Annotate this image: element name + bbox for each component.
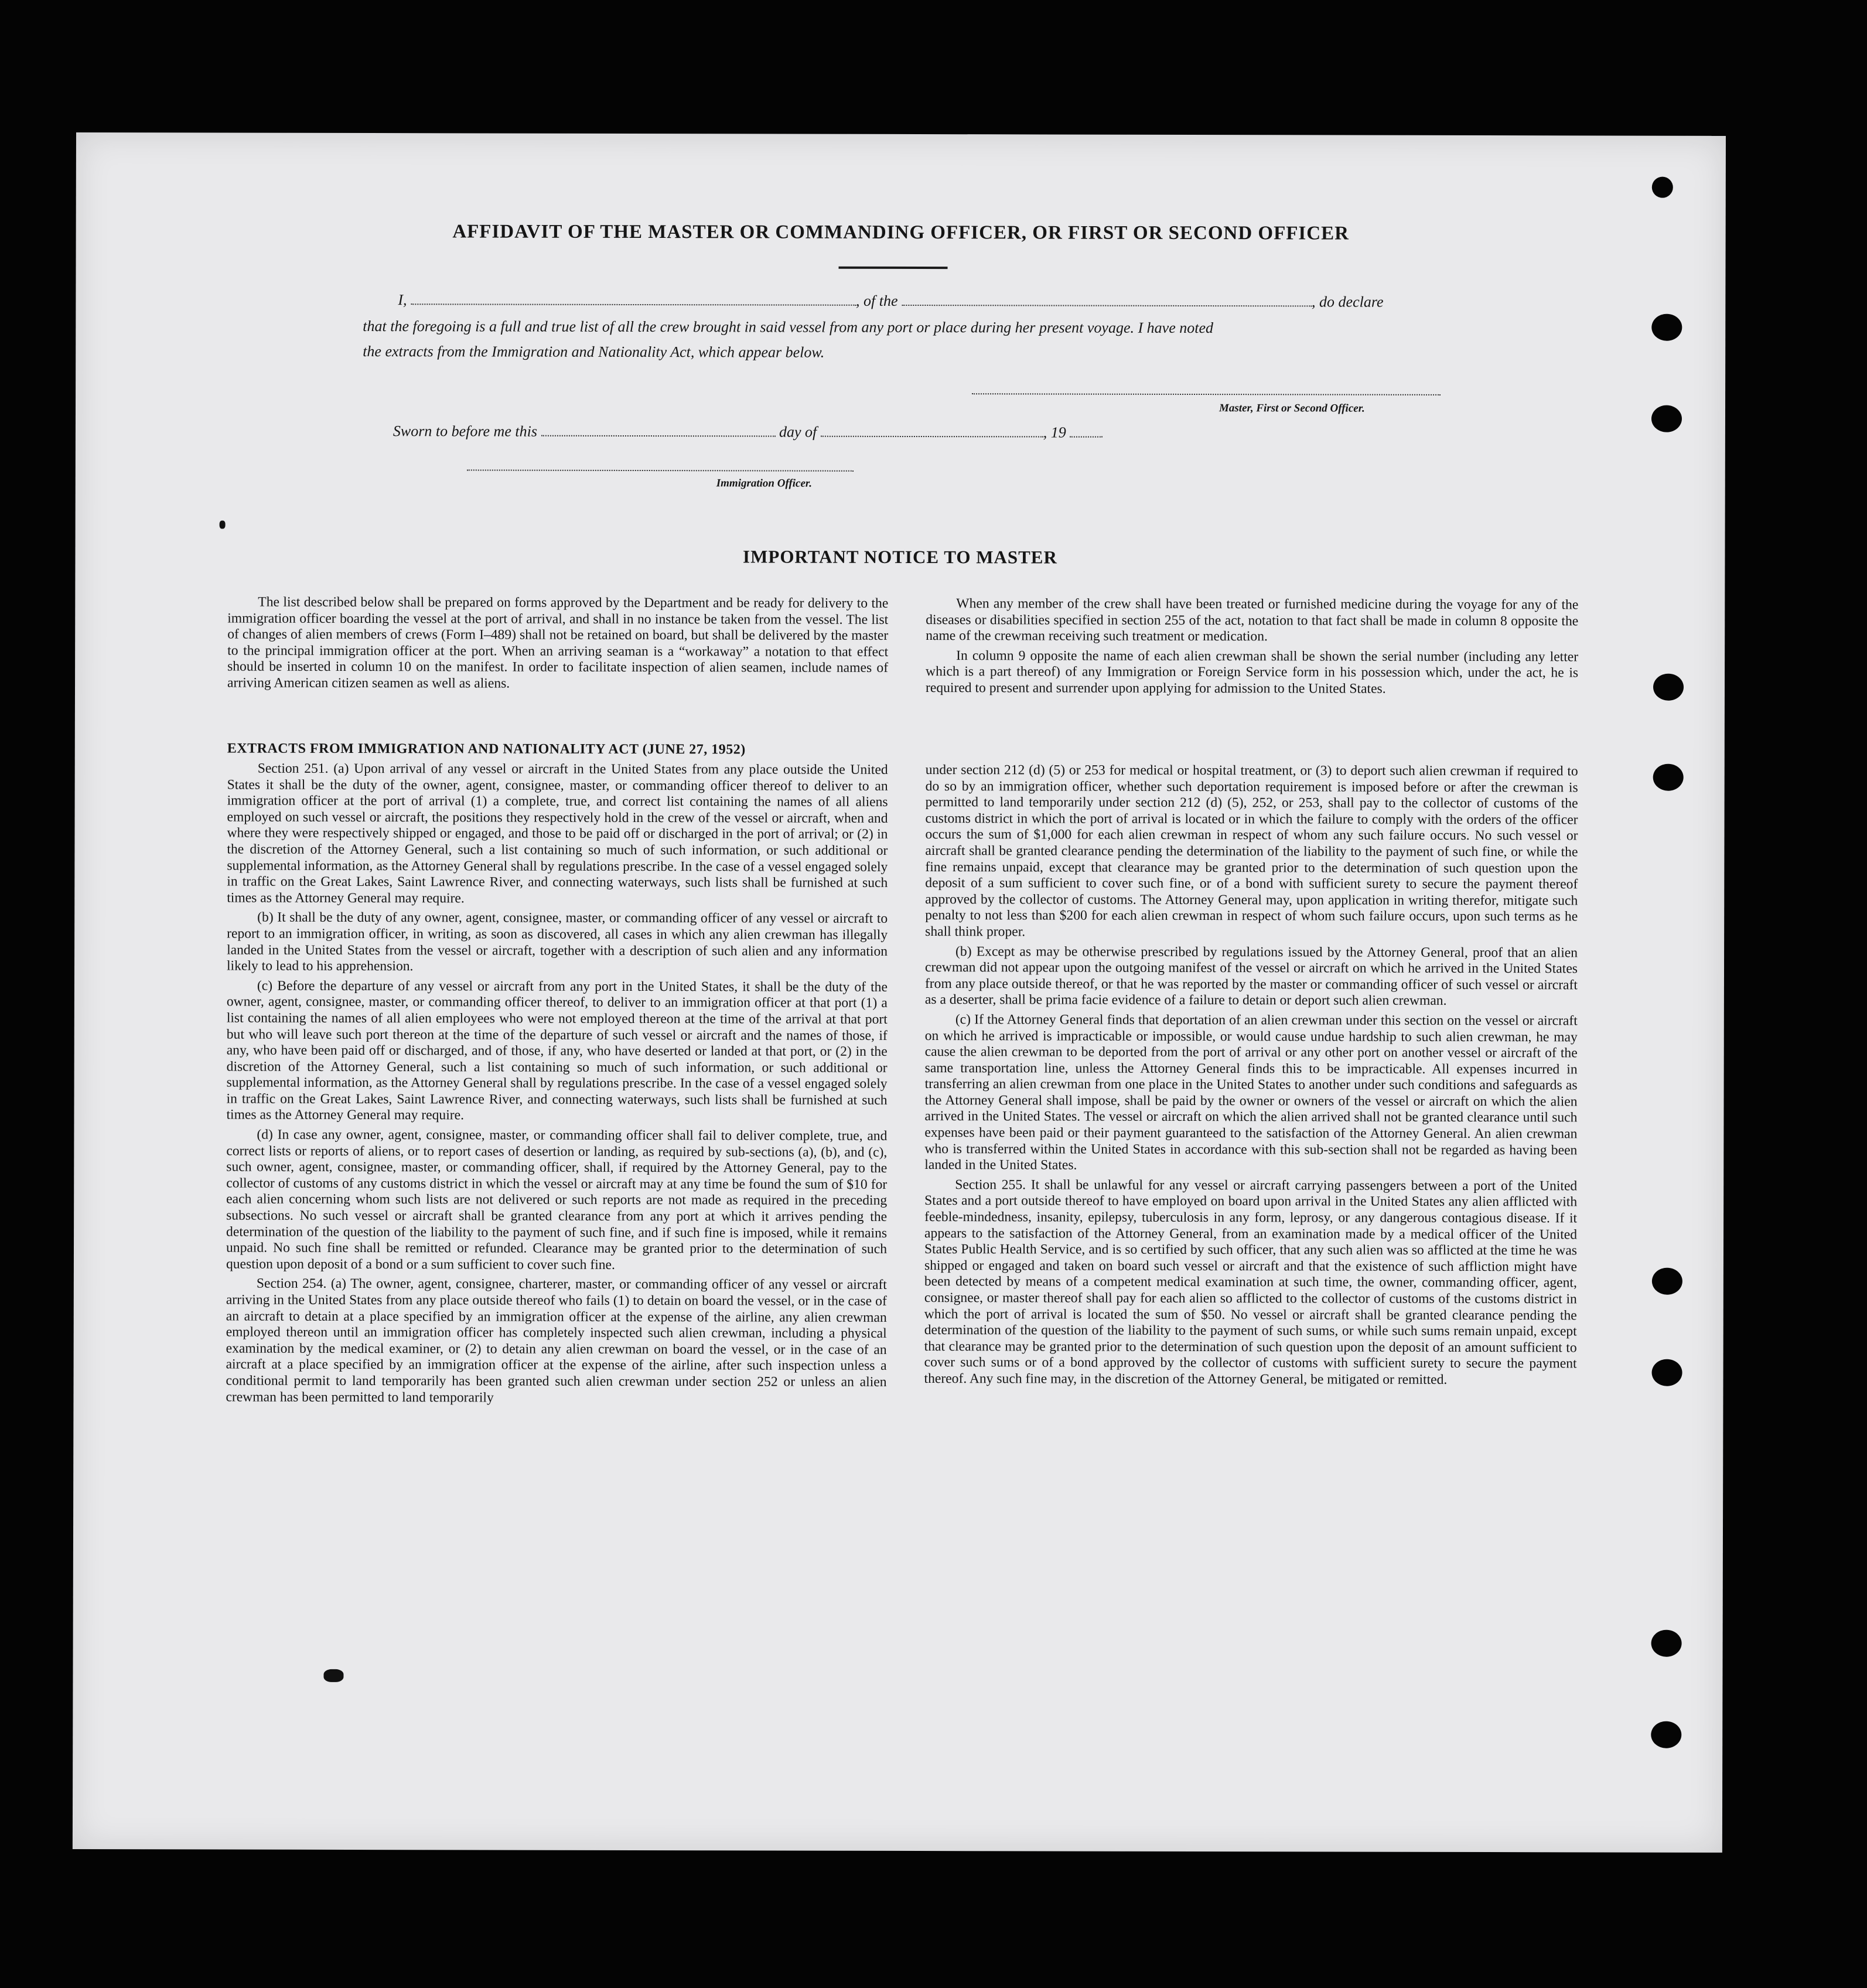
ink-stain [323, 1669, 343, 1682]
extracts-right-column [924, 762, 1578, 1392]
section-254-a-continued: under section 212 (d) (5) or 253 for medical or hospital treatment, or (3) to deport such alien crewman if required to do so by an immigration officer, whether such deportation requirement is imposed before or after the crewman is permitted to land temporarily under section 212 (d) (5), 252, or 253, shall pay to the collector of customs of the customs district in which the port of arrival is located or in which the failure to comply with the orders of the officer occurs the sum of $1,000 for each alien crewman in respect of whom any such failure occurs. No such vessel or aircraft shall be granted clearance pending the determination of the liability to the payment of such fine, or while the fine remains unpaid, except that clearance may be granted prior to the determination of such question upon the deposit of a sum sufficient to cover such fine, or of a bond with sufficient surety to secure the payment thereof approved by the collector of customs. The Attorney General may, upon application in writing therefor, mitigate such penalty to not less than $200 for each alien crewman in respect of whom such failure occurs, upon such terms as he shall think proper. [925, 762, 1578, 940]
immigration-officer-label: Immigration Officer. [716, 477, 813, 490]
section-254-b: (b) Except as may be otherwise prescribed by regulations issued by the Attorney General, proof that an alien crewman did not appear upon the outgoing manifest of the vessel or aircraft on which he arrived in the United States from any place outside thereof, or that he was reported by the master or commanding officer of such vessel or aircraft as a deserter, shall be prima facie evidence of a failure to detain or deport such alien crewman. [924, 943, 1578, 1009]
punch-hole [1651, 1721, 1681, 1748]
punch-hole [1651, 314, 1682, 341]
i-label: I, [398, 291, 407, 309]
master-signature-label: Master, First or Second Officer. [1219, 402, 1365, 415]
punch-hole [1653, 674, 1684, 701]
punch-hole [1652, 1359, 1682, 1386]
sworn-label: Sworn to before me this [392, 422, 537, 440]
punch-hole [1652, 1268, 1682, 1295]
punch-hole [1651, 405, 1682, 432]
year-label: , 19 [1043, 424, 1066, 441]
declaration-text-2: the extracts from the Immigration and Nationality Act, which appear below. [363, 343, 825, 361]
affidavit-title: AFFIDAVIT OF THE MASTER OR COMMANDING OFFICER, OR FIRST OR SECOND OFFICER [452, 221, 1349, 244]
section-251-a: Section 251. (a) Upon arrival of any vessel or aircraft in the United States from any place outside the United States it shall be the duty of the owner, agent, consignee, master, or commanding officer thereof to deliver to an immigration officer at the port of arrival (1) a complete, true, and correct list containing the names of all aliens employed on such vessel or aircraft, the positions they respectively hold in the crew of the vessel or aircraft, when and where they were respectively shipped or engaged, and those to be paid off or discharged in the port of arrival; or (2) in the discretion of the Attorney General, such a list containing so much of such information, or such additional or supplemental information, as the Attorney General shall by regulations prescribe. In the case of a vessel engaged solely in traffic on the Great Lakes, Saint Lawrence River, and connecting waterways, such lists shall be furnished at such times as the Attorney General may require. [227, 761, 888, 906]
sworn-line [393, 422, 1330, 442]
immigration-officer-signature-line[interactable] [467, 468, 854, 471]
declaration-line [398, 291, 1511, 311]
title-rule [839, 267, 948, 269]
notice-title: IMPORTANT NOTICE TO MASTER [743, 546, 1057, 568]
form-page [73, 132, 1726, 1853]
section-254-c: (c) If the Attorney General finds that deportation of an alien crewman under this section on the vessel or aircraft on which he arrived is impracticable or impossible, or would cause undue hardship to such alien crewman, he may cause the alien crewman to be deported from the port of arrival or any other port on another vessel or aircraft of the same transportation line, unless the Attorney General finds this to be impracticable. All expenses incurred in transferring an alien crewman from one place in the United States to another under such conditions and safeguards as the Attorney General shall impose, shall be paid by the owner or owners of the vessel or aircraft on which the alien arrived in the United States. The vessel or aircraft on which the alien arrived shall not be granted clearance until such expenses have been paid or their payment guaranteed to the satisfaction of the Attorney General. An alien crewman who is transferred within the United States in accordance with this sub-section shall not be regarded as having been landed in the United States. [924, 1012, 1578, 1173]
notice-right-column [926, 596, 1578, 701]
day-of-label: day of [779, 423, 817, 441]
notice-left-column [227, 595, 888, 697]
notice-right-paragraph-1: When any member of the crew shall have been treated or furnished medicine during the voyage for any of the diseases or disabilities specified in section 255 of the act, notation to that fact shall be made in column 8 opposite the name of the crewman receiving such treatment or medication. [926, 596, 1579, 645]
section-251-d: (d) In case any owner, agent, consignee, master, or commanding officer shall fail to deliver complete, true, and correct lists or reports of aliens, or to report cases of desertion or landing, as required by sub-sections (a), (b), and (c), such owner, agent, consignee, master, or commanding officer, shall, if required by the Attorney General, pay to the collector of customs of any customs district in which the vessel or aircraft may at any time be found the sum of $10 for each alien concerning whom such lists are not delivered or such reports are not made as required in the preceding subsections. No such vessel or aircraft shall be granted clearance from any port at which it arrives pending the determination of the question of the liability to the payment of such fine, and if such fine is imposed, while it remains unpaid. No such fine shall be remitted or refunded. Clearance may be granted prior to the determination of such question upon deposit of a bond or a sum sufficient to cover such fine. [226, 1127, 888, 1273]
notice-left-paragraph: The list described below shall be prepared on forms approved by the Department and be ready for delivery to the immigration officer boarding the vessel at the port of arrival, and shall in no instance be taken from the vessel. The list of changes of alien members of crews (Form I–489) shall not be retained on board, but shall be delivered by the master to the principal immigration officer at the port. When an arriving seaman is a “workaway” a notation to that effect should be inserted in column 10 on the manifest. In order to facilitate inspection of alien seamen, include names of arriving American citizen seamen as well as aliens. [227, 594, 889, 691]
extracts-left-column [226, 761, 888, 1411]
master-signature-line[interactable] [972, 392, 1441, 395]
name-field[interactable] [411, 304, 856, 306]
extracts-title: EXTRACTS FROM IMMIGRATION AND NATIONALITY ACT (JUNE 27, 1952) [227, 741, 746, 758]
of-the-label: , of the [856, 292, 898, 309]
section-251-b: (b) It shall be the duty of any owner, agent, consignee, master, or commanding officer of any vessel or aircraft to report to an immigration officer, in writing, as soon as discovered, all cases in which any alien crewman has illegally landed in the United States from the vessel or aircraft, together with a description of such alien and any information likely to lead to his apprehension. [226, 909, 888, 974]
sworn-day-field[interactable] [541, 435, 775, 437]
section-254-a: Section 254. (a) The owner, agent, consignee, charterer, master, or commanding officer of any vessel or aircraft arriving in the United States from any place outside thereof who fails (1) to detain on board the vessel, or in the case of an aircraft to detain at a place specified by an immigration officer at the expense of the airline, any alien crewman employed thereon until an immigration officer has completely inspected such alien crewman, including a physical examination by the medical examiner, or (2) to detain any alien crewman on board the vessel, or in the case of an aircraft at a place specified by an immigration officer at the expense of the airline, after such inspection unless a conditional permit to land temporarily has been granted such alien crewman under section 252 or unless an alien crewman has been permitted to land temporarily [226, 1276, 887, 1406]
section-251-c: (c) Before the departure of any vessel or aircraft from any port in the United States, it shall be the duty of the owner, agent, consignee, master, or commanding officer thereof, to deliver to an immigration officer at that port (1) a list containing the names of all alien employees who were not employed thereon at the time of the arrival at that port but who will leave such port thereon at the time of the departure of such vessel or aircraft and the names of those, if any, who have been paid off or discharged, and of those, if any, who have deserted or landed at that port, or (2) in the discretion of the Attorney General, such a list containing so much of such information, or such additional or supplemental information, as the Attorney General shall by regulations prescribe. In the case of a vessel engaged solely in traffic on the Great Lakes, Saint Lawrence River, and connecting waterways, such lists shall be furnished at such times as the Attorney General may require. [226, 978, 888, 1123]
punch-hole [1653, 764, 1684, 791]
sworn-year-field[interactable] [1070, 437, 1103, 438]
do-declare-label: , do declare [1312, 293, 1384, 311]
punch-hole [1651, 1630, 1682, 1657]
vessel-field[interactable] [902, 305, 1312, 306]
sworn-month-field[interactable] [821, 436, 1043, 438]
notice-right-paragraph-2: In column 9 opposite the name of each alien crewman shall be shown the serial number (including any letter which is a part thereof) of any Immigration or Foreign Service form in his possession which, under the act, he is required to present and surrender upon applying for admission to the United States. [925, 647, 1579, 697]
section-255: Section 255. It shall be unlawful for any vessel or aircraft carrying passengers between a port of the United States and a port outside thereof to have employed on board upon arrival in the United States any alien afflicted with feeble-mindedness, insanity, epilepsy, tuberculosis in any form, leprosy, or any dangerous contagious disease. If it appears to the satisfaction of the Attorney General, from an examination made by a medical officer of the United States Public Health Service, and is so certified by such officer, that any such alien was so afflicted at the time he was shipped or engaged and taken on board such vessel or aircraft and that the existence of such affliction might have been detected by means of a competent medical examination at such time, the owner, commanding officer, agent, consignee, or master thereof shall pay for each alien so afflicted to the collector of customs of the customs district in which the port of arrival is located the sum of $50. No vessel or aircraft shall be granted clearance pending the determination of the question of the liability to the payment of such sums, or while such sums remain unpaid, except that clearance may be granted prior to the determination of such question upon the deposit of an amount sufficient to cover such sums or of a bond approved by the collector of customs with sufficient surety to secure the payment thereof. Any such fine may, in the discretion of the Attorney General, be mitigated or remitted. [924, 1177, 1578, 1387]
declaration-text-1: that the foregoing is a full and true list of all the crew brought in said vessel from any port or place during her present voyage. I have noted [363, 318, 1214, 337]
ink-stain [220, 521, 226, 529]
punch-hole [1652, 177, 1673, 198]
